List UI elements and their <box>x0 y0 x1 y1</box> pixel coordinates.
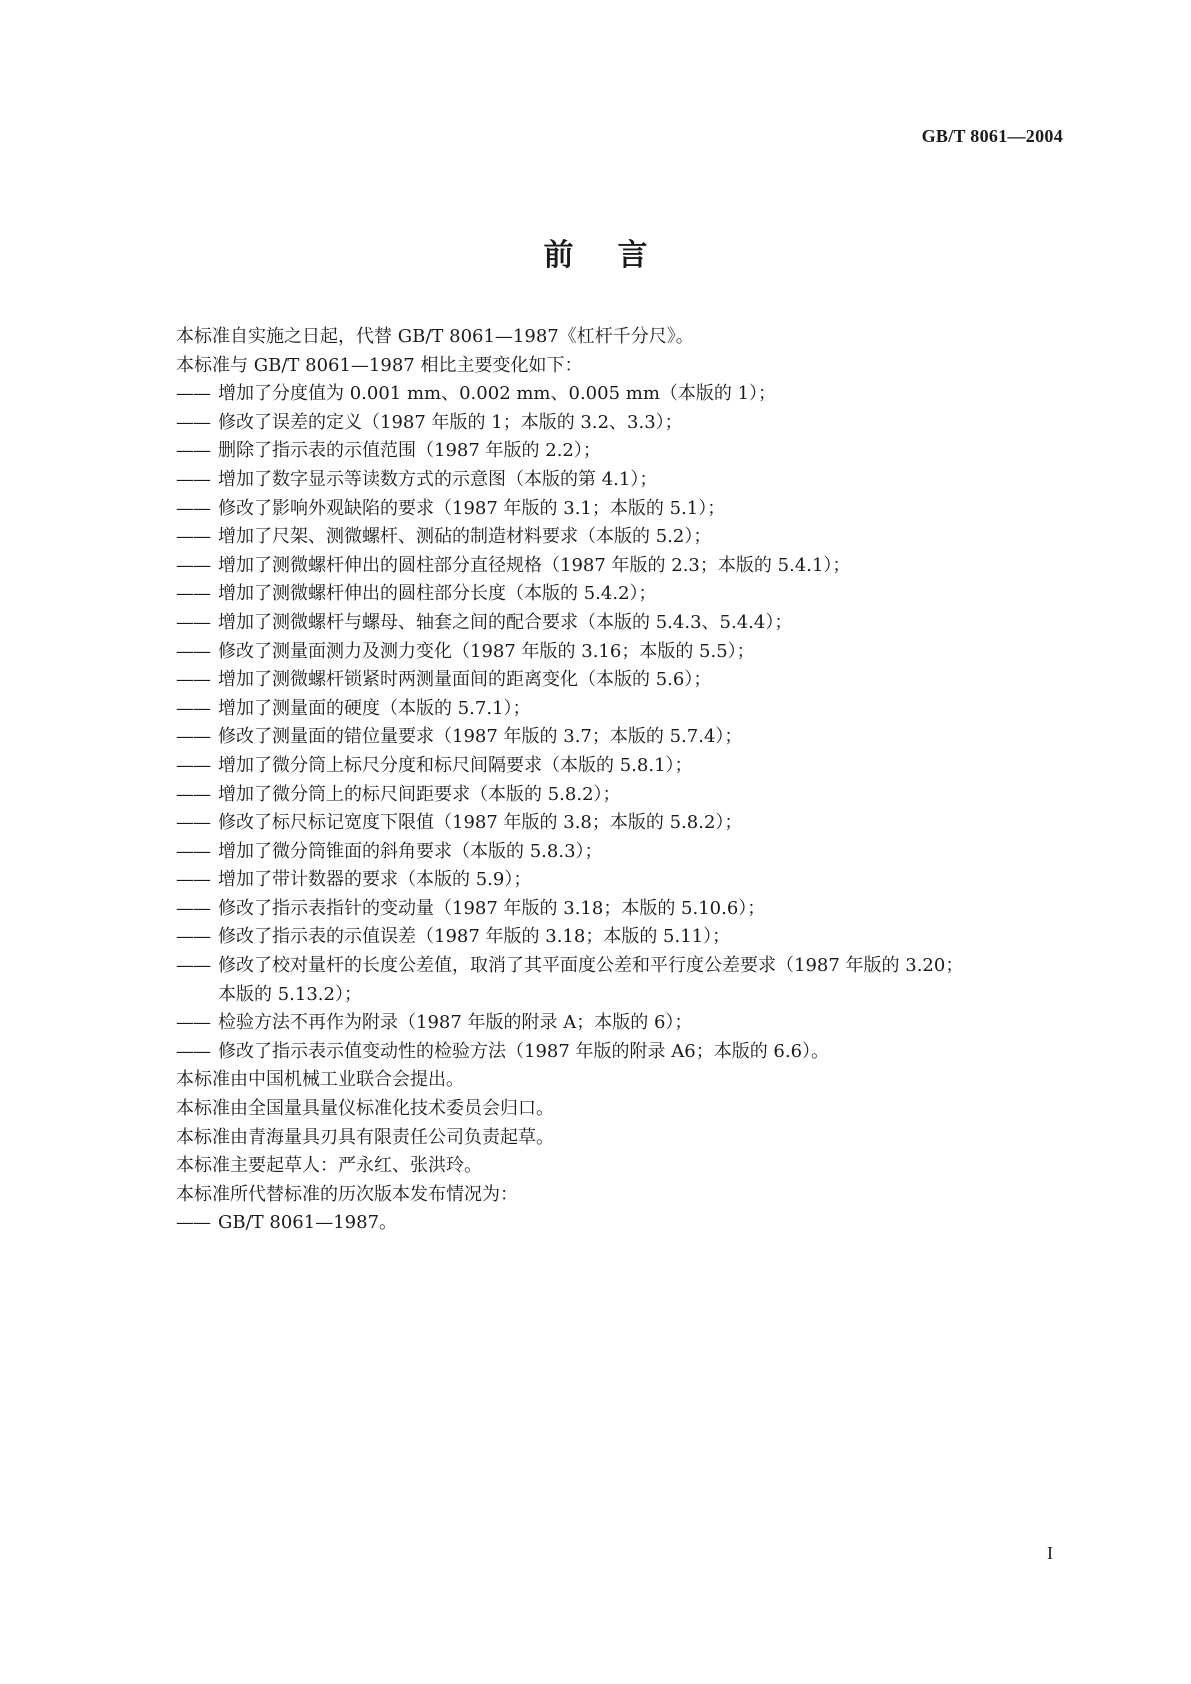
change-item-long-continuation: 本版的 5.13.2）； <box>218 983 362 1005</box>
dash: —— <box>176 726 210 748</box>
change-item: —— 增加了微分筒上的标尺间距要求（本版的 5.8.2）； <box>176 781 1066 810</box>
paragraph-centralized-by: 本标准由全国量具量仪标准化技术委员会归口。 <box>176 1098 554 1120</box>
dash: —— <box>176 583 210 605</box>
change-item: —— 检验方法不再作为附录（1987 年版的附录 A；本版的 6）； <box>176 1009 1066 1038</box>
dash: —— <box>176 1012 210 1034</box>
dash: —— <box>176 955 210 977</box>
page-number: I <box>1047 1543 1053 1563</box>
change-item: —— 增加了测微螺杆伸出的圆柱部分直径规格（1987 年版的 2.3；本版的 5.4.1）； <box>176 552 1066 581</box>
page-title: 前言 <box>543 238 692 273</box>
paragraph-drafted-by: 本标准由青海量具刃具有限责任公司负责起草。 <box>176 1126 554 1148</box>
change-item: —— 增加了带计数器的要求（本版的 5.9）； <box>176 866 1066 895</box>
dash: —— <box>176 497 210 519</box>
dash: —— <box>176 840 210 862</box>
dash: —— <box>176 926 210 948</box>
dash: —— <box>176 869 210 891</box>
paragraph-changes-intro: 本标准与 GB/T 8061—1987 相比主要变化如下： <box>176 354 583 376</box>
dash: —— <box>176 697 210 719</box>
change-item: —— 增加了微分筒上标尺分度和标尺间隔要求（本版的 5.8.1）； <box>176 752 1066 781</box>
change-item: —— 增加了微分筒锥面的斜角要求（本版的 5.8.3）； <box>176 838 1066 867</box>
change-item: —— 增加了尺架、测微螺杆、测砧的制造材料要求（本版的 5.2）； <box>176 523 1066 552</box>
change-item: —— 修改了测量面测力及测力变化（1987 年版的 3.16；本版的 5.5）； <box>176 638 1066 667</box>
dash: —— <box>176 611 210 633</box>
dash: —— <box>176 440 210 462</box>
dash: —— <box>176 669 210 691</box>
dash: —— <box>176 554 210 576</box>
change-item: —— 删除了指示表的示值范围（1987 年版的 2.2）； <box>176 437 1066 466</box>
change-item: —— 修改了指示表的示值误差（1987 年版的 3.18；本版的 5.11）； <box>176 923 1066 952</box>
change-item: —— 修改了测量面的错位量要求（1987 年版的 3.7；本版的 5.7.4）； <box>176 723 1066 752</box>
dash: —— <box>176 897 210 919</box>
dash: —— <box>176 783 210 805</box>
change-item: —— 修改了误差的定义（1987 年版的 1；本版的 3.2、3.3）； <box>176 409 1066 438</box>
dash: —— <box>176 526 210 548</box>
dash: —— <box>176 640 210 662</box>
foreword-body <box>176 323 1066 1238</box>
change-item-long: —— 修改了校对量杆的长度公差值，取消了其平面度公差和平行度公差要求（1987 年版的 3.20； <box>176 952 1066 981</box>
dash: —— <box>176 383 210 405</box>
change-item: —— 修改了指示表指针的变动量（1987 年版的 3.18；本版的 5.10.6）； <box>176 895 1066 924</box>
dash: —— <box>176 812 210 834</box>
change-item: —— 增加了测量面的硬度（本版的 5.7.1）； <box>176 695 1066 724</box>
change-item: —— 增加了分度值为 0.001 mm、0.002 mm、0.005 mm（本版的 1）； <box>176 380 1066 409</box>
change-item: —— 增加了测微螺杆伸出的圆柱部分长度（本版的 5.4.2）； <box>176 580 1066 609</box>
dash: —— <box>176 1212 210 1234</box>
change-item: —— 修改了指示表示值变动性的检验方法（1987 年版的附录 A6；本版的 6.6）。 <box>176 1038 1066 1067</box>
standard-code: GB/T 8061—2004 <box>921 126 1063 146</box>
paragraph-history-intro: 本标准所代替标准的历次版本发布情况为： <box>176 1183 518 1205</box>
paragraph-drafters: 本标准主要起草人：严永红、张洪玲。 <box>176 1155 482 1177</box>
paragraph-replaces: 本标准自实施之日起，代替 GB/T 8061—1987《杠杆千分尺》。 <box>176 326 694 347</box>
change-item: —— 增加了测微螺杆锁紧时两测量面间的距离变化（本版的 5.6）； <box>176 666 1066 695</box>
change-item: —— 增加了数字显示等读数方式的示意图（本版的第 4.1）； <box>176 466 1066 495</box>
dash: —— <box>176 1040 210 1062</box>
dash: —— <box>176 754 210 776</box>
change-item: —— 增加了测微螺杆与螺母、轴套之间的配合要求（本版的 5.4.3、5.4.4）； <box>176 609 1066 638</box>
change-item: —— 修改了标尺标记宽度下限值（1987 年版的 3.8；本版的 5.8.2）； <box>176 809 1066 838</box>
history-item: —— GB/T 8061—1987。 <box>176 1209 1066 1238</box>
change-item: —— 修改了影响外观缺陷的要求（1987 年版的 3.1；本版的 5.1）； <box>176 495 1066 524</box>
dash: —— <box>176 468 210 490</box>
dash: —— <box>176 411 210 433</box>
paragraph-proposed-by: 本标准由中国机械工业联合会提出。 <box>176 1069 464 1091</box>
